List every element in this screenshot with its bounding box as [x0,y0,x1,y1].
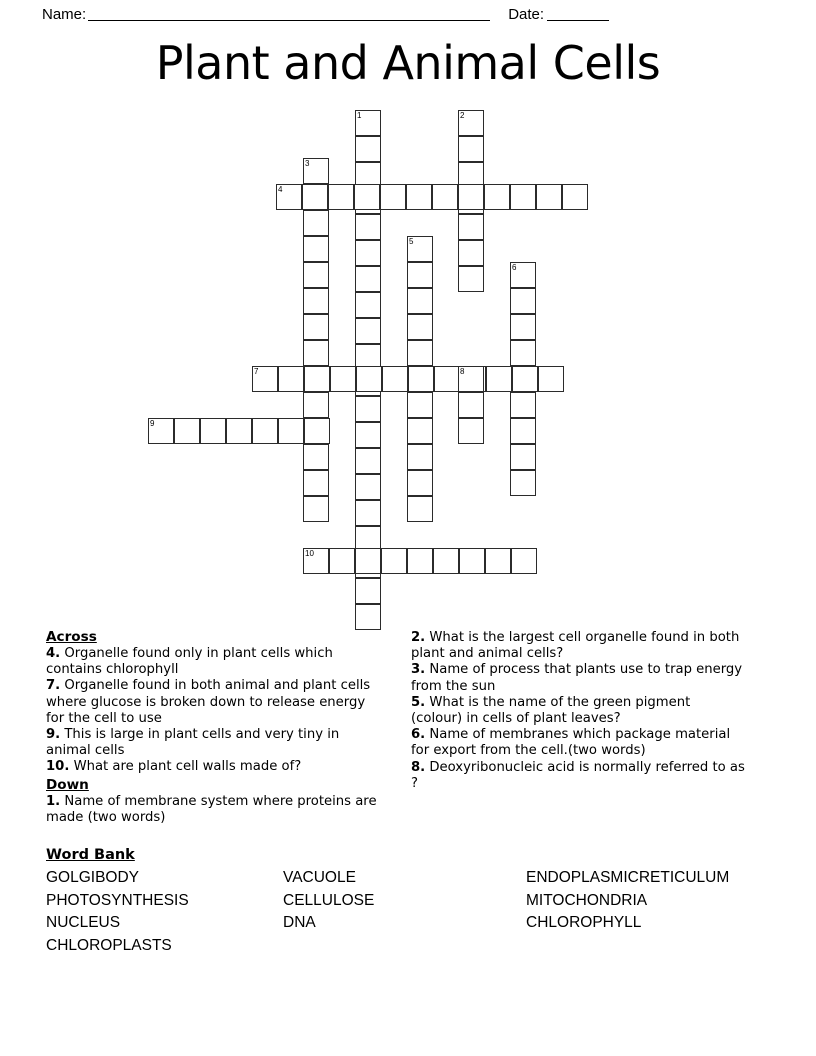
crossword-cell[interactable] [510,418,536,444]
crossword-cell[interactable] [407,444,433,470]
crossword-cell[interactable] [226,418,252,444]
clue-item [46,759,386,775]
name-label: Name: [42,5,87,23]
clue-item-text: Organelle found only in plant cells which contains chlorophyll [46,646,333,678]
crossword-cell[interactable] [355,110,381,136]
crossword-cell[interactable] [304,418,330,444]
clue-item [411,662,745,694]
clue-item [411,727,745,759]
crossword-cell[interactable] [458,184,484,210]
word-bank-item: CELLULOSE [283,891,375,909]
crossword-cell[interactable] [355,240,381,266]
word-bank-heading: Word Bank [46,847,135,863]
page-title: Plant and Animal Cells [155,36,661,90]
crossword-cell[interactable] [303,548,329,574]
crossword-cell[interactable] [303,444,329,470]
crossword-cell[interactable] [432,184,458,210]
clue-item [411,760,745,792]
clue-item-number: 2. [411,630,426,645]
crossword-cell[interactable] [174,418,200,444]
crossword-cell[interactable] [303,392,329,418]
crossword-cell[interactable] [407,392,433,418]
crossword-cell[interactable] [355,604,381,630]
clue-item-text: Name of process that plants use to trap energy from the sun [411,662,743,694]
crossword-cell[interactable] [407,470,433,496]
clue-item-number: 5. [411,694,426,710]
crossword-cell[interactable] [562,184,588,210]
clue-item-number: 8. [411,759,426,775]
crossword-cell[interactable] [303,158,329,184]
crossword-cell[interactable] [303,210,329,236]
crossword-cell[interactable] [355,422,381,448]
crossword-cell[interactable] [304,366,330,392]
crossword-cell[interactable] [407,314,433,340]
word-bank-item: PHOTOSYNTHESIS [46,891,189,909]
crossword-cell[interactable] [329,548,355,574]
crossword-cell[interactable] [355,266,381,292]
clue-item-text: Name of membrane system where proteins are made (two words) [46,793,377,825]
clue-item-number: 10. [46,759,70,775]
crossword-cell[interactable] [355,318,381,344]
crossword-cell[interactable] [406,184,432,210]
crossword-cell[interactable] [433,548,459,574]
word-bank-item: CHLOROPHYLL [526,914,642,931]
crossword-cell[interactable] [355,500,381,526]
crossword-cell[interactable] [148,418,174,444]
word-bank-item: DNA [283,914,316,931]
crossword-cell[interactable] [512,366,538,392]
word-bank-spacer [526,935,786,958]
crossword-cell[interactable] [510,444,536,470]
clue-item [411,695,745,727]
clue-number-5: 5 [409,237,414,246]
clue-item-number: 7. [46,678,61,694]
crossword-cell[interactable] [484,184,510,210]
word-bank-spacer [283,935,526,958]
word-bank-item: NUCLEUS [46,914,121,931]
crossword-cell[interactable] [486,366,512,392]
crossword-cell[interactable] [355,474,381,500]
clue-number-2: 2 [460,111,465,120]
word-bank-item: CHLOROPLASTS [46,936,172,954]
clue-item [46,727,386,759]
clue-item-number: 1. [46,793,61,809]
crossword-cell[interactable] [458,240,484,266]
word-bank-item: MITOCHONDRIA [526,891,648,909]
across-heading: Across [46,629,97,645]
crossword-cell[interactable] [355,292,381,318]
crossword-cell[interactable] [407,340,433,366]
word-bank-item: ENDOPLASMICRETICULUM [526,869,730,886]
crossword-cell[interactable] [356,366,382,392]
crossword-cell[interactable] [303,340,329,366]
crossword-cell[interactable] [458,136,484,162]
crossword-cell[interactable] [355,214,381,240]
crossword-cell[interactable] [510,262,536,288]
crossword-cell[interactable] [458,392,484,418]
crossword-cell[interactable] [200,418,226,444]
clues-right-column [411,630,745,792]
crossword-cell[interactable] [303,236,329,262]
crossword-cell[interactable] [458,366,484,392]
crossword-cell[interactable] [510,184,536,210]
clue-number-6: 6 [512,263,517,272]
crossword-cell[interactable] [354,184,380,210]
crossword-cell[interactable] [407,236,433,262]
crossword-cell[interactable] [303,288,329,314]
crossword-cell[interactable] [459,548,485,574]
word-bank-item: VACUOLE [283,869,356,886]
crossword-cell[interactable] [355,448,381,474]
clue-number-8: 8 [460,367,465,376]
down-clue-list-continued [411,630,745,792]
crossword-cell[interactable] [510,288,536,314]
clue-item-number: 6. [411,727,426,743]
clue-number-9: 9 [150,419,155,428]
date-label: Date: [508,5,545,23]
clue-item-text: Name of membranes which package material for export from the cell.(two words) [411,727,731,759]
word-bank-grid [46,867,786,957]
crossword-cell[interactable] [382,366,408,392]
crossword-cell[interactable] [458,266,484,292]
crossword-cell[interactable] [355,578,381,604]
clue-item-number: 4. [46,646,61,661]
crossword-cell[interactable] [276,184,302,210]
crossword-cell[interactable] [407,496,433,522]
crossword-cell[interactable] [303,314,329,340]
crossword-cell[interactable] [278,418,304,444]
clue-item-text: What is the name of the green pigment (colour) in cells of plant leaves? [411,694,691,727]
clue-item-text: This is large in plant cells and very tiny in animal cells [46,727,340,759]
crossword-cell[interactable] [328,184,354,210]
crossword-cell[interactable] [510,340,536,366]
clue-item [46,794,386,826]
crossword-cell[interactable] [407,418,433,444]
crossword-cell[interactable] [252,418,278,444]
crossword-cell[interactable] [303,470,329,496]
crossword-cell[interactable] [407,262,433,288]
clue-item [46,678,386,727]
clues-left-column [46,628,386,826]
down-heading: Down [46,776,89,793]
clue-number-7: 7 [254,367,259,376]
crossword-cell[interactable] [303,262,329,288]
clue-item-number: 3. [411,662,426,678]
crossword-cell[interactable] [538,366,564,392]
crossword-cell[interactable] [510,314,536,340]
clue-item-number: 9. [46,727,61,743]
clue-item-text: Organelle found in both animal and plant cells where glucose is broken down to release energy for the cell to use [46,678,371,726]
word-bank-item: GOLGIBODY [46,869,140,886]
crossword-cell[interactable] [408,366,434,392]
down-clue-list [46,794,386,826]
crossword-cell[interactable] [355,396,381,422]
clue-item-text: Deoxyribonucleic acid is normally referred to as ? [411,759,745,791]
clue-number-4: 4 [278,185,283,194]
crossword-cell[interactable] [381,548,407,574]
clue-item-text: What are plant cell walls made of? [69,759,302,775]
crossword-cell[interactable] [485,548,511,574]
crossword-cell[interactable] [355,136,381,162]
crossword-cell[interactable] [458,214,484,240]
word-bank-section [46,845,786,957]
clue-item [46,646,386,678]
crossword-cell[interactable] [536,184,562,210]
clue-number-3: 3 [305,159,310,168]
clue-number-10: 10 [305,549,314,558]
crossword-cell[interactable] [458,418,484,444]
across-clue-list [46,646,386,776]
crossword-cell[interactable] [278,366,304,392]
clue-item [411,630,745,662]
crossword-cell[interactable] [252,366,278,392]
crossword-cell[interactable] [330,366,356,392]
crossword-cell[interactable] [510,470,536,496]
clue-item-text: What is the largest cell organelle found in both plant and animal cells? [411,630,740,662]
clue-number-1: 1 [357,111,362,120]
crossword-cell[interactable] [407,288,433,314]
crossword-cell[interactable] [355,548,381,574]
crossword-cell[interactable] [302,184,328,210]
crossword-cell[interactable] [434,366,460,392]
crossword-cell[interactable] [407,548,433,574]
crossword-cell[interactable] [380,184,406,210]
crossword-cell[interactable] [510,392,536,418]
crossword-cell[interactable] [303,496,329,522]
crossword-cell[interactable] [511,548,537,574]
crossword-cell[interactable] [458,110,484,136]
